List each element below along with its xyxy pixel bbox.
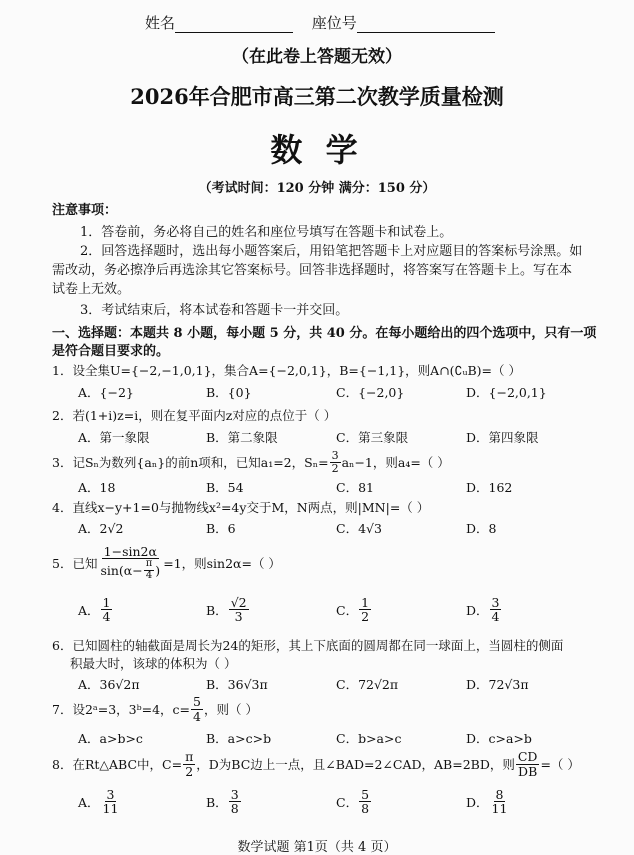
- q5-den-b: ): [155, 562, 161, 578]
- q3-option-a: A．18: [78, 480, 116, 495]
- q8-d-num: 8: [495, 787, 504, 802]
- instruction-2c: 试卷上无效。: [52, 282, 131, 297]
- q7-stem-a: 7．设2ᵃ=3，3ᵇ=4，c=: [52, 702, 191, 717]
- q5-den-a: sin(α−: [100, 562, 143, 578]
- q7-option-c: C．b>a>c: [336, 731, 402, 746]
- q5-option-b: [206, 596, 250, 623]
- q2-option-b: B．第二象限: [206, 430, 278, 445]
- q1-option-a: A．{−2}: [78, 385, 134, 400]
- q5-d-num: 3: [491, 595, 500, 610]
- q4-option-b: B．6: [206, 521, 236, 536]
- q6-option-c: C．72√2π: [336, 677, 399, 692]
- q3-fraction: [330, 450, 341, 474]
- q8-pi-den: 2: [185, 763, 194, 779]
- q8-frac-num: CD: [517, 749, 538, 765]
- page-footer: 数学试题 第1页（共 4 页）: [237, 840, 397, 855]
- section-heading-1: 一、选择题：本题共 8 小题，每小题 5 分，共 40 分。在每小题给出的四个选项中，只有一项: [52, 326, 597, 341]
- q5-pre: 5．已知: [52, 556, 98, 571]
- q5-d-label: D．: [466, 602, 489, 618]
- q2-stem: 2．若(1+i)z=i，则在复平面内z对应的点位于（ ）: [52, 408, 337, 423]
- instruction-2a: 2．回答选择题时，选出每小题答案后，用铅笔把答题卡上对应题目的答案标号涂黑。如: [80, 244, 583, 259]
- q3-frac-num: 3: [331, 448, 339, 462]
- q5-c-num: 1: [361, 595, 370, 610]
- q5-den-4: 4: [145, 569, 153, 581]
- q8-stem: [52, 748, 580, 780]
- q8-c-num: 5: [361, 787, 370, 802]
- q5-b-den: 3: [234, 609, 243, 625]
- q3-stem: [52, 448, 450, 476]
- q3-stem-b: aₙ−1，则a₄=（ ）: [341, 455, 450, 470]
- q6-option-d: D．72√3π: [466, 677, 529, 692]
- q7-frac-den: 4: [193, 708, 201, 724]
- q2-option-a: A．第一象限: [78, 430, 150, 445]
- q7-frac-num: 5: [193, 694, 201, 710]
- q8-b-num: 3: [230, 787, 239, 802]
- q5-option-a: [78, 596, 113, 623]
- q1-stem: 1．设全集U={−2,−1,0,1}，集合A={−2,0,1}，B={−1,1}，则A∩(∁ᵤB)=（ ）: [52, 363, 521, 378]
- q8-option-c: [336, 788, 372, 815]
- q5-a-num: 1: [102, 595, 111, 610]
- q3-option-d: D．162: [466, 480, 513, 495]
- q3-option-c: C．81: [336, 480, 374, 495]
- notice: （在此卷上答题无效）: [232, 47, 402, 67]
- q8-d-label: D．: [466, 794, 489, 810]
- q1-option-c: C．{−2,0}: [336, 385, 405, 400]
- q1-option-b: B．{0}: [206, 385, 252, 400]
- q8-d-den: 11: [491, 801, 508, 817]
- q8-option-b: [206, 788, 242, 815]
- q8-stem-c: =（ ）: [540, 757, 580, 772]
- q8-a-label: A．: [78, 794, 100, 810]
- exam-time-info: （考试时间：120 分钟 满分：150 分）: [198, 181, 436, 196]
- q4-option-d: D．8: [466, 521, 497, 536]
- q8-stem-b: ，D为BC边上一点，且∠BAD=2∠CAD，AB=2BD，则: [196, 757, 515, 772]
- q7-stem-b: ，则（ ）: [203, 702, 258, 717]
- section-heading-2: 是符合题目要求的。: [52, 344, 170, 359]
- instruction-1: 1．答卷前，务必将自己的姓名和座位号填写在答题卡和试卷上。: [80, 225, 453, 240]
- q8-stem-a: 8．在Rt△ABC中，C=: [52, 757, 183, 772]
- q8-c-label: C．: [336, 794, 359, 810]
- instruction-2b: 需改动，务必擦净后再选涂其它答案标号。回答非选择题时，将答案写在答题卡上。写在本: [52, 263, 573, 278]
- q7-option-a: A．a>b>c: [78, 731, 143, 746]
- q5-c-label: C．: [336, 602, 359, 618]
- subject-title: 数 学: [270, 131, 364, 169]
- q4-option-c: C．4√3: [336, 521, 382, 536]
- q5-a-den: 4: [102, 609, 111, 625]
- q2-option-d: D．第四象限: [466, 430, 539, 445]
- q5-d-den: 4: [491, 609, 500, 625]
- q5-den: [98, 559, 162, 581]
- q6-option-a: A．36√2π: [78, 677, 140, 692]
- q5-fraction: [98, 545, 162, 581]
- q8-frac-den: DB: [518, 763, 538, 779]
- q8-a-num: 3: [106, 787, 115, 802]
- q5-option-d: [466, 596, 502, 623]
- q8-b-den: 8: [230, 801, 239, 817]
- exam-title: 2026年合肥市高三第二次教学质量检测: [130, 84, 504, 109]
- q5-den-pi: π: [145, 558, 153, 570]
- q2-option-c: C．第三象限: [336, 430, 409, 445]
- q3-frac-den: 2: [331, 461, 339, 475]
- q7-stem: [52, 694, 258, 724]
- q8-option-d: [466, 788, 510, 815]
- name-blank: [175, 18, 293, 33]
- q6-stem-b: 积最大时，该球的体积为（ ）: [70, 656, 237, 671]
- q5-a-label: A．: [78, 602, 100, 618]
- q8-c-den: 8: [361, 801, 370, 817]
- instructions-heading: 注意事项：: [52, 203, 118, 218]
- q8-a-den: 11: [102, 801, 119, 817]
- q3-option-b: B．54: [206, 480, 244, 495]
- q5-den-frac: [144, 559, 155, 581]
- name-label: 姓名: [145, 14, 176, 32]
- q8-b-label: B．: [206, 794, 228, 810]
- q5-option-c: [336, 596, 372, 623]
- name-field: [145, 12, 495, 33]
- q8-option-a: [78, 788, 121, 815]
- q5-b-label: B．: [206, 602, 228, 618]
- q5-stem: [52, 538, 281, 588]
- q6-option-b: B．36√3π: [206, 677, 268, 692]
- q4-option-a: A．2√2: [78, 521, 124, 536]
- q7-option-b: B．a>c>b: [206, 731, 272, 746]
- q4-stem: 4．直线x−y+1=0与抛物线x²=4y交于M，N两点，则|MN|=（ ）: [52, 500, 430, 515]
- seat-label: 座位号: [311, 14, 357, 32]
- q5-b-num: √2: [230, 595, 247, 610]
- q8-pi: π: [185, 749, 194, 765]
- q1-option-d: D．{−2,0,1}: [466, 385, 547, 400]
- q5-post: =1，则sin2α=（ ）: [163, 556, 281, 571]
- q5-c-den: 2: [361, 609, 370, 625]
- q7-option-d: D．c>a>b: [466, 731, 532, 746]
- q5-num: 1−sin2α: [103, 543, 157, 559]
- q3-stem-a: 3．记Sₙ为数列{aₙ}的前n项和，已知a₁=2，Sₙ=: [52, 455, 329, 470]
- q6-stem-a: 6．已知圆柱的轴截面是周长为24的矩形，其上下底面的圆周都在同一球面上，当圆柱的侧面: [52, 638, 564, 653]
- seat-blank: [357, 18, 495, 33]
- instruction-3: 3．考试结束后，将本试卷和答题卡一并交回。: [80, 303, 349, 318]
